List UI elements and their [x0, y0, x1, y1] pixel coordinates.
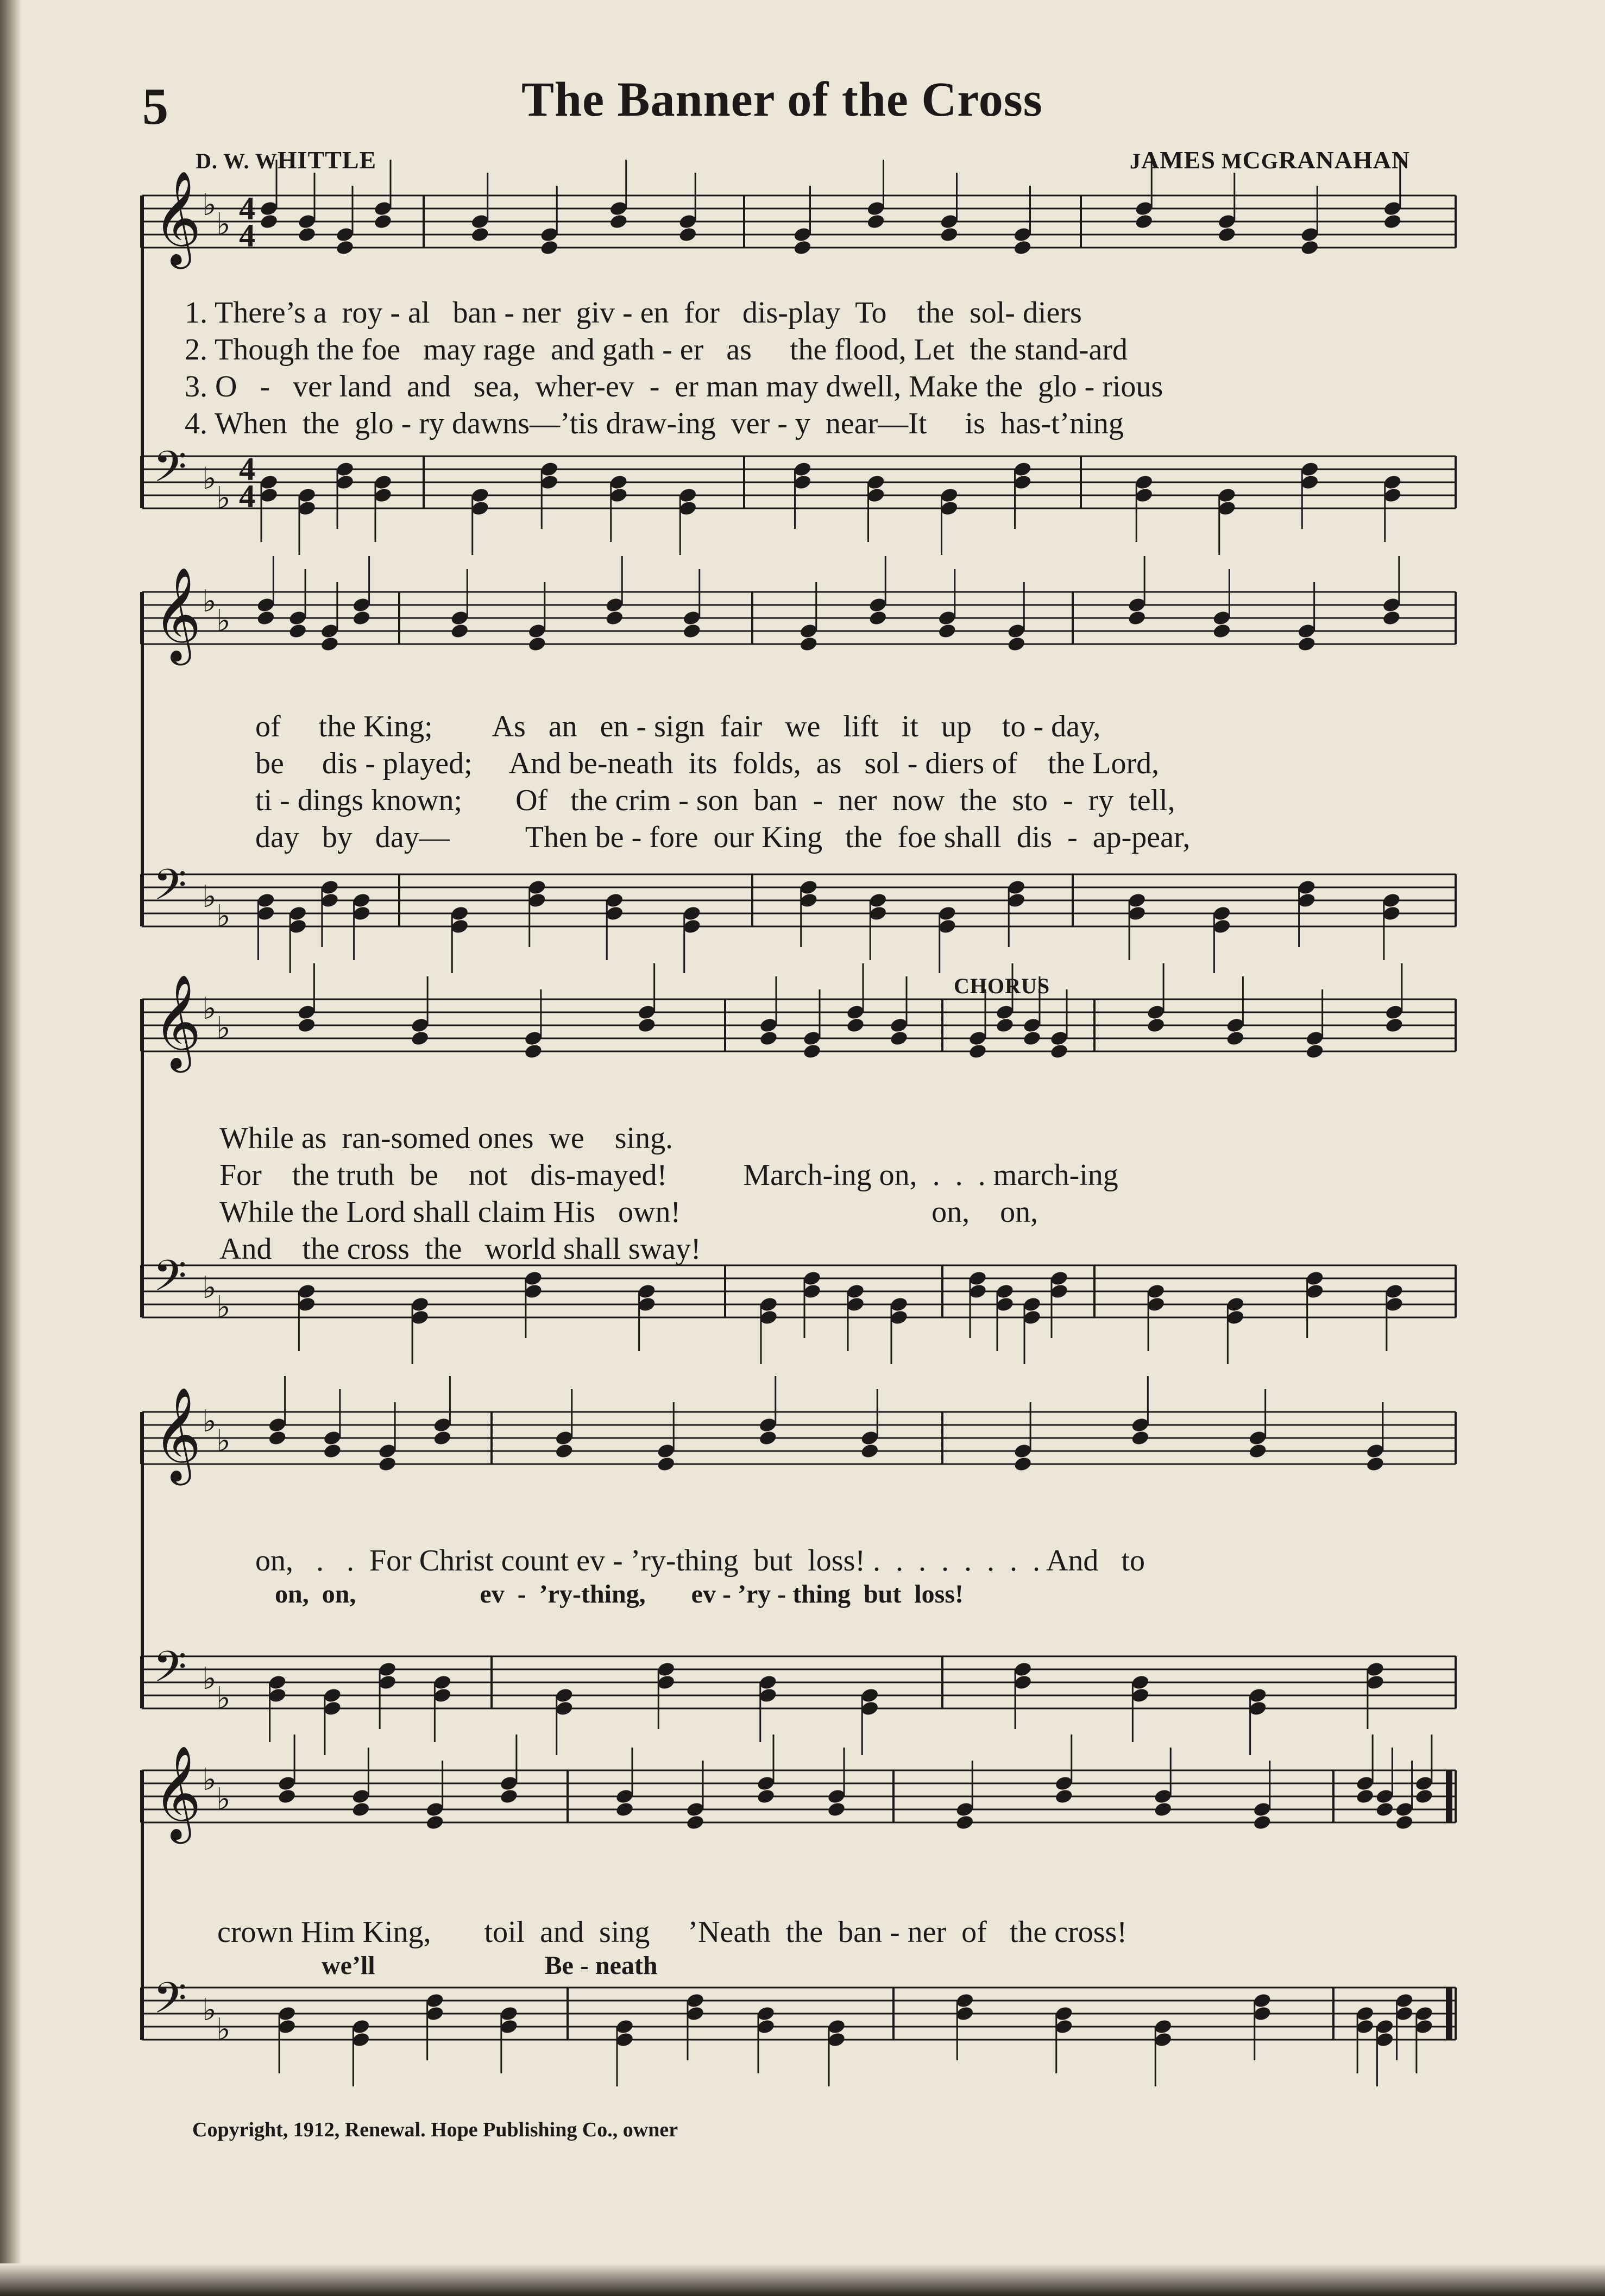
notehead [1375, 1801, 1395, 1818]
notehead [995, 1017, 1015, 1034]
bass-clef-icon: 𝄢 [153, 1973, 187, 2034]
flat-icon: ♭ [202, 461, 217, 496]
treble-clef-icon: 𝄞 [153, 974, 202, 1069]
notehead [425, 1814, 445, 1831]
bass-staff [141, 441, 1456, 555]
notehead [1382, 610, 1401, 627]
bass-staff [141, 1642, 1456, 1755]
notehead [470, 226, 490, 243]
notehead [685, 1814, 705, 1831]
lyric-melody: crown Him King, toil and sing ’Neath the ban - ner of the cross! [217, 1915, 1127, 1949]
notehead [1022, 1030, 1042, 1047]
flat-icon: ♭ [202, 1404, 217, 1439]
notehead [1146, 1017, 1166, 1034]
notehead [297, 226, 317, 243]
notehead [1054, 1788, 1074, 1805]
notehead [1355, 1788, 1375, 1805]
flat-icon: ♭ [216, 899, 231, 934]
bass-staff [141, 1251, 1456, 1364]
treble-clef-icon: 𝄞 [153, 567, 202, 661]
flat-icon: ♭ [216, 481, 231, 516]
lyric-verse-3: 3. O - ver land and sea, wher-ev - er man may dwell, Make the glo - rious [185, 370, 1163, 403]
notehead [1127, 610, 1147, 627]
lyric-verse-4: And the cross the world shall sway! [219, 1232, 701, 1266]
flat-icon: ♭ [202, 187, 217, 223]
notehead [868, 610, 888, 627]
time-signature: 4 [239, 191, 255, 226]
lyric-verse-2: For the truth be not dis-mayed! March-ing on, . . . march-ing [219, 1158, 1118, 1192]
notehead [678, 226, 697, 243]
notehead [799, 636, 819, 653]
lyric-verse-2: 2. Though the foe may rage and gath - er as the flood, Let the stand-ard [185, 333, 1128, 367]
flat-icon: ♭ [216, 1423, 231, 1459]
notehead [1384, 1017, 1404, 1034]
flat-icon: ♭ [202, 1762, 217, 1797]
notehead [1134, 213, 1154, 230]
notehead [524, 1043, 543, 1060]
notehead [1365, 1456, 1385, 1473]
flat-icon: ♭ [202, 1661, 217, 1696]
bass-clef-icon: 𝄢 [153, 441, 187, 502]
notehead [605, 610, 624, 627]
notehead [1305, 1043, 1325, 1060]
lyric-verse-4: day by day— Then be - fore our King the foe shall dis - ap-pear, [255, 821, 1191, 854]
flat-icon: ♭ [202, 879, 217, 914]
notehead [433, 1430, 452, 1447]
notehead [373, 213, 393, 230]
notehead [1013, 239, 1033, 256]
notehead [1226, 1030, 1245, 1047]
notehead [656, 1456, 676, 1473]
notehead [527, 636, 547, 653]
notehead [256, 610, 276, 627]
notehead [682, 623, 702, 640]
hymn-title: The Banner of the Cross [521, 73, 1043, 127]
lyric-verse-4: 4. When the glo - ry dawns—’tis draw-ing ver - y near—It is has-t’ning [185, 407, 1124, 440]
notehead [802, 1043, 822, 1060]
bass-clef-icon: 𝄢 [153, 1251, 187, 1311]
notehead [259, 213, 279, 230]
notehead [335, 239, 355, 256]
notehead [955, 1814, 974, 1831]
notehead [889, 1030, 909, 1047]
flat-icon: ♭ [216, 2012, 231, 2047]
time-signature: 4 [239, 218, 255, 254]
notehead [759, 1030, 778, 1047]
notehead [450, 623, 469, 640]
flat-icon: ♭ [202, 1270, 217, 1305]
flat-icon: ♭ [202, 1992, 217, 2028]
flat-icon: ♭ [216, 1290, 231, 1325]
notehead [323, 1443, 342, 1460]
treble-staff [141, 556, 1456, 666]
lyric-echo: on, on, ev - ’ry-thing, ev - ’ry - thing but loss! [255, 1580, 964, 1609]
lyric-verse-1: 1. There’s a roy - al ban - ner giv - en for dis-play To the sol- diers [185, 296, 1082, 330]
composer-credit: JAMES MCGRANAHAN [1130, 146, 1411, 174]
notehead [352, 610, 372, 627]
lyric-melody: on, . . For Christ count ev - ’ry-thing but loss! . . . . . . . . And to [255, 1544, 1145, 1578]
page-bottom-shadow [0, 2263, 1605, 2296]
notehead [277, 1788, 297, 1805]
notehead [1153, 1801, 1173, 1818]
treble-clef-icon: 𝄞 [153, 171, 202, 265]
flat-icon: ♭ [202, 584, 217, 619]
bass-staff [141, 860, 1456, 973]
flat-icon: ♭ [216, 1782, 231, 1817]
notehead [1252, 1814, 1272, 1831]
notehead [756, 1788, 776, 1805]
notehead [1395, 1814, 1414, 1831]
notehead [1248, 1443, 1268, 1460]
notehead [539, 239, 559, 256]
flat-icon: ♭ [202, 991, 217, 1026]
treble-staff [141, 963, 1456, 1073]
notehead [1131, 1430, 1150, 1447]
lyric-verse-2: be dis - played; And be-neath its folds, as sol - diers of the Lord, [255, 747, 1160, 780]
notehead [1006, 636, 1026, 653]
notehead [860, 1443, 879, 1460]
lyric-verse-1: of the King; As an en - sign fair we lift it up to - day, [255, 710, 1101, 743]
notehead [1217, 226, 1237, 243]
notehead [377, 1456, 397, 1473]
notehead [1383, 213, 1402, 230]
notehead [320, 636, 339, 653]
notehead [968, 1043, 987, 1060]
time-signature: 4 [239, 451, 255, 487]
notehead [1414, 1788, 1434, 1805]
notehead [937, 623, 957, 640]
chorus-label: CHORUS [954, 974, 1050, 998]
treble-clef-icon: 𝄞 [153, 1387, 202, 1481]
music-staff-system-1 [0, 171, 1605, 554]
notehead [758, 1430, 778, 1447]
flat-icon: ♭ [216, 207, 231, 242]
treble-staff [141, 1376, 1456, 1486]
notehead [410, 1030, 430, 1047]
notehead [615, 1801, 634, 1818]
bass-clef-icon: 𝄢 [153, 860, 187, 920]
notehead [268, 1430, 287, 1447]
lyric-verse-3: While the Lord shall claim His own! on, on, [219, 1195, 1038, 1229]
notehead [1300, 239, 1319, 256]
notehead [866, 213, 886, 230]
bass-staff [141, 1973, 1456, 2086]
notehead [827, 1801, 846, 1818]
notehead [1049, 1043, 1069, 1060]
lyricist-credit: D. W. WHITTLE [196, 146, 377, 174]
lyric-echo: we’ll Be - neath [217, 1951, 658, 1980]
notehead [609, 213, 628, 230]
bass-clef-icon: 𝄢 [153, 1642, 187, 1702]
treble-staff [141, 160, 1456, 269]
notehead [940, 226, 959, 243]
notehead [499, 1788, 519, 1805]
hymn-number: 5 [142, 77, 168, 135]
notehead [297, 1017, 317, 1034]
notehead [1212, 623, 1232, 640]
notehead [846, 1017, 865, 1034]
notehead [793, 239, 813, 256]
time-signature: 4 [239, 478, 255, 514]
flat-icon: ♭ [216, 1011, 231, 1046]
lyric-verse-3: ti - dings known; Of the crim - son ban - ner now the sto - ry tell, [255, 784, 1175, 817]
notehead [637, 1017, 657, 1034]
notehead [555, 1443, 574, 1460]
lyric-verse-1: While as ran-somed ones we sing. [219, 1121, 674, 1155]
copyright-notice: Copyright, 1912, Renewal. Hope Publishing Co., owner [192, 2118, 678, 2141]
flat-icon: ♭ [216, 603, 231, 639]
flat-icon: ♭ [216, 1681, 231, 1716]
notehead [351, 1801, 371, 1818]
notehead [1297, 636, 1317, 653]
treble-clef-icon: 𝄞 [153, 1745, 202, 1840]
notehead [288, 623, 307, 640]
notehead [1013, 1456, 1033, 1473]
